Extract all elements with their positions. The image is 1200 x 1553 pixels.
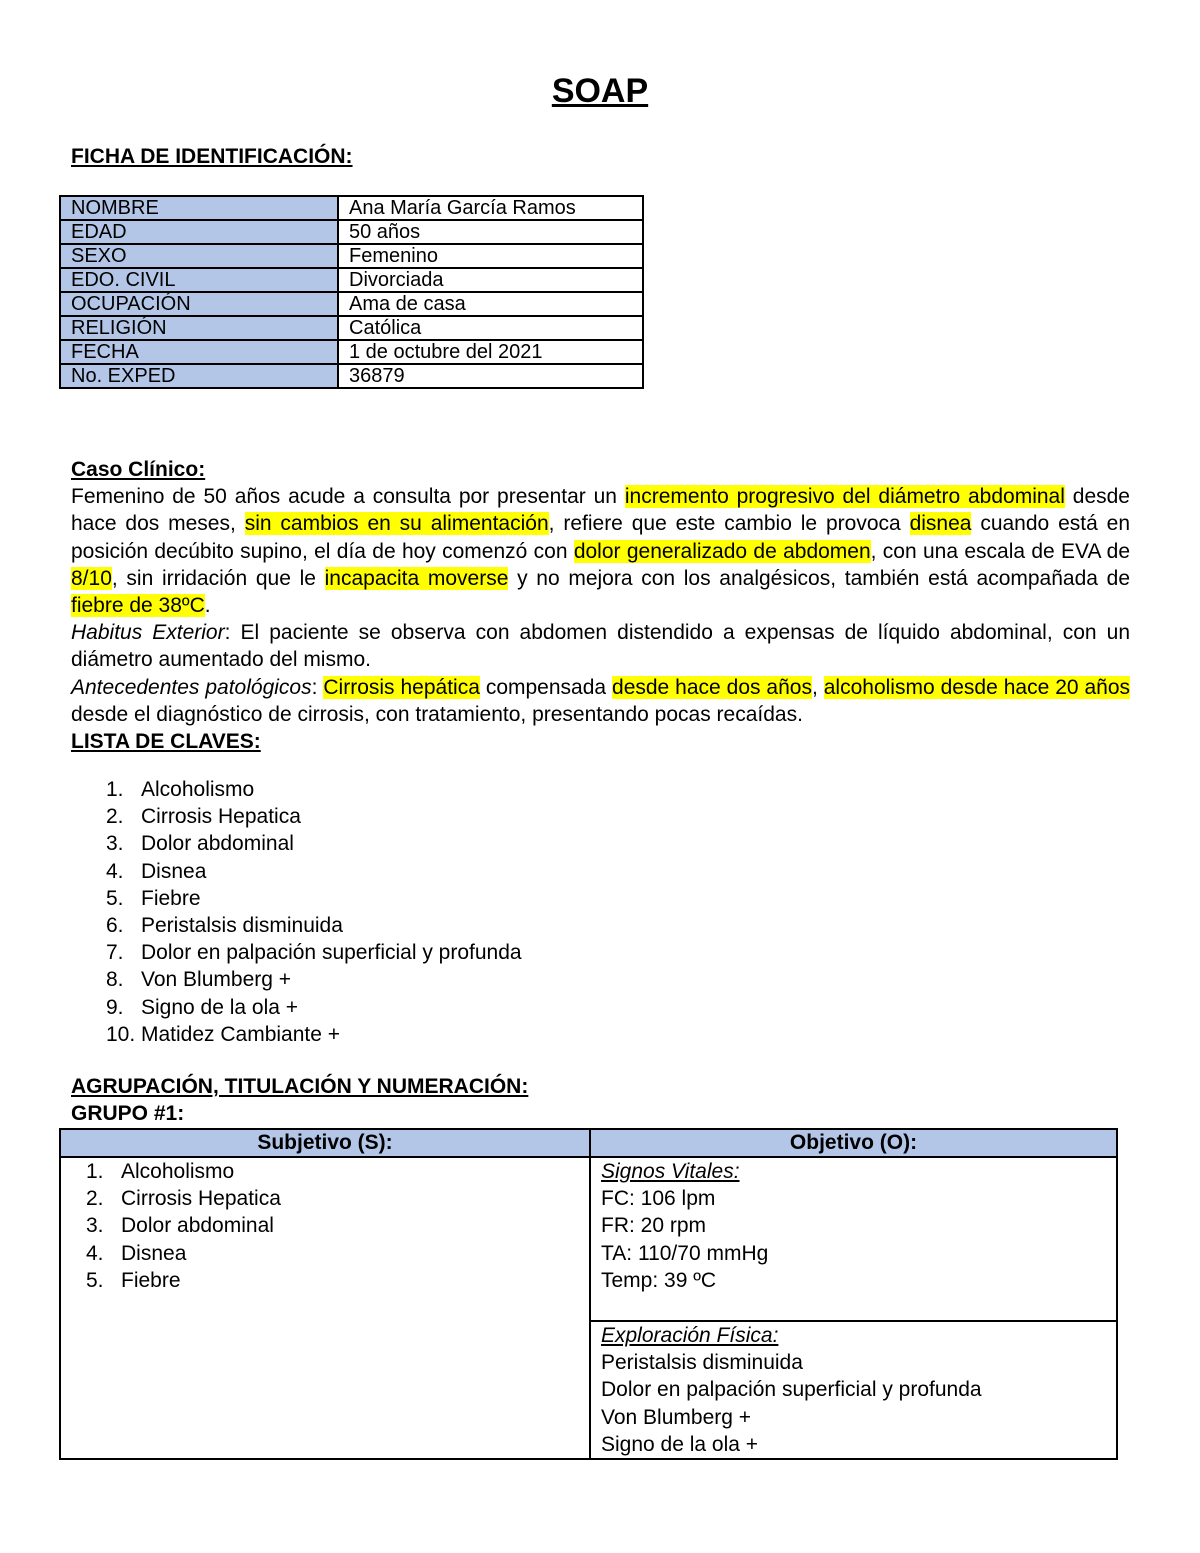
list-number: [71, 939, 141, 966]
vital-sign: FR: 20 rpm: [601, 1214, 707, 1238]
case-text: desde hace dos meses,: [71, 485, 1130, 536]
case-text: cuando está en posición decúbito supino, el día de hoy comenzó con: [71, 512, 1131, 563]
case-heading: Caso Clínico:: [71, 458, 206, 481]
exam-finding: Peristalsis disminuida: [601, 1351, 803, 1375]
list-number-text: 3.: [106, 832, 124, 856]
case-text: , con una escala de EVA de: [870, 539, 1130, 563]
list-number: [71, 994, 141, 1021]
list-item-text: Signo de la ola +: [141, 995, 299, 1019]
case-text: : El paciente se observa con abdomen distendido a expensas de líquido abdominal, con un diámetro aumentado del mismo.: [71, 621, 1130, 672]
highlighted-text: sin cambios en su alimentación: [244, 512, 549, 536]
highlighted-text: 8/10: [71, 566, 112, 590]
list-number: [61, 1185, 121, 1212]
list-number-text: 5.: [106, 886, 124, 910]
case-text: , sin irridación que le: [111, 566, 325, 590]
highlighted-text: Cirrosis hepática: [323, 675, 480, 699]
list-item: [61, 1158, 589, 1185]
exploracion-list: [601, 1349, 1116, 1458]
list-number-text: 10.: [106, 1022, 136, 1046]
case-paragraph-antecedentes: [71, 674, 1130, 728]
list-item: [71, 858, 522, 885]
case-text: Femenino de 50 años acude a consulta por presentar un: [71, 485, 625, 509]
list-number: [61, 1212, 121, 1239]
list-item-text: Alcoholismo: [141, 778, 255, 801]
list-item-text: Dolor en palpación superficial y profunda: [141, 941, 522, 965]
list-item: [71, 885, 522, 912]
list-number: [61, 1158, 121, 1185]
case-text: desde el diagnóstico de cirrosis, con tratamiento, presentando pocas recaídas.: [71, 702, 803, 726]
list-item-text: Dolor abdominal: [141, 832, 294, 856]
list-number: [71, 858, 141, 885]
list-item: [61, 1212, 589, 1239]
exploracion-cell: [590, 1321, 1117, 1459]
id-value: 1 de octubre del 2021: [338, 340, 643, 364]
id-row: [60, 316, 643, 340]
list-number: [71, 776, 141, 803]
vital-sign: FC: 106 lpm: [601, 1187, 716, 1211]
list-item: [71, 1021, 522, 1048]
identification-table: [59, 195, 644, 389]
list-item: [71, 912, 522, 939]
signos-list: [601, 1185, 1116, 1294]
list-number: [71, 803, 141, 830]
case-text: :: [311, 675, 324, 699]
case-text: y no mejora con los analgésicos, también está acompañada de: [508, 566, 1130, 590]
ficha-heading: FICHA DE IDENTIFICACIÓN:: [71, 145, 353, 168]
id-row: [60, 268, 643, 292]
list-number: [71, 830, 141, 857]
claves-heading: LISTA DE CLAVES:: [71, 730, 261, 753]
case-text: ,: [811, 675, 824, 699]
list-number-text: 8.: [106, 968, 124, 992]
exam-finding: Von Blumberg +: [601, 1405, 752, 1429]
list-number: [71, 912, 141, 939]
highlighted-text: incremento progresivo del diámetro abdominal: [624, 485, 1065, 509]
vital-sign: Temp: 39 ºC: [601, 1268, 717, 1292]
list-number-text: 6.: [106, 914, 124, 938]
grupo-label: GRUPO #1:: [71, 1102, 185, 1125]
list-item-text: Alcoholismo: [121, 1160, 235, 1183]
subjetivo-header: Subjetivo (S):: [60, 1129, 590, 1157]
highlighted-text: incapacita moverse: [324, 566, 509, 590]
id-value: 50 años: [338, 220, 643, 244]
list-item: [71, 994, 522, 1021]
id-label: RELIGIÓN: [60, 316, 338, 340]
id-value: Ama de casa: [338, 292, 643, 316]
list-item-text: Fiebre: [141, 886, 201, 910]
case-paragraph-habitus: [71, 619, 1130, 673]
list-item: [71, 830, 522, 857]
id-label: NOMBRE: [60, 196, 338, 220]
section-label: Habitus Exterior: [71, 621, 225, 645]
list-number: [71, 1021, 141, 1048]
list-number: [71, 966, 141, 993]
list-item: [71, 803, 522, 830]
list-item: [71, 776, 522, 803]
list-item-text: Fiebre: [121, 1268, 181, 1292]
exam-finding: Dolor en palpación superficial y profunda: [601, 1378, 982, 1402]
list-item-text: Cirrosis Hepatica: [121, 1187, 281, 1211]
claves-list: [71, 776, 522, 1048]
exam-finding: Signo de la ola +: [601, 1432, 759, 1456]
case-text: .: [204, 594, 211, 618]
list-item-text: Cirrosis Hepatica: [141, 805, 301, 829]
case-text: , refiere que este cambio le provoca: [548, 512, 910, 536]
list-number-text: 3.: [86, 1214, 104, 1238]
id-label: SEXO: [60, 244, 338, 268]
case-paragraph-1: [71, 483, 1130, 619]
list-item-text: Disnea: [121, 1241, 187, 1265]
id-label: EDO. CIVIL: [60, 268, 338, 292]
id-value: Femenino: [338, 244, 643, 268]
list-number-text: 1.: [106, 778, 124, 801]
list-item: [71, 939, 522, 966]
signos-cell: [590, 1157, 1117, 1321]
list-number-text: 2.: [86, 1187, 104, 1211]
soap-group-table: [59, 1128, 1118, 1460]
list-number: [71, 885, 141, 912]
subjetivo-cell: [60, 1157, 590, 1459]
id-row: [60, 340, 643, 364]
list-number: [61, 1267, 121, 1294]
id-value: Divorciada: [338, 268, 643, 292]
list-number-text: 4.: [106, 859, 124, 883]
agrupacion-heading: AGRUPACIÓN, TITULACIÓN Y NUMERACIÓN:: [71, 1075, 529, 1098]
list-item-text: Matidez Cambiante +: [141, 1022, 341, 1046]
highlighted-text: dolor generalizado de abdomen: [573, 539, 871, 563]
objetivo-header: Objetivo (O):: [590, 1129, 1117, 1157]
list-item-text: Dolor abdominal: [121, 1214, 274, 1238]
case-text: compensada: [479, 675, 613, 699]
id-row: [60, 292, 643, 316]
list-number-text: 1.: [86, 1160, 104, 1183]
id-row: [60, 220, 643, 244]
id-label: FECHA: [60, 340, 338, 364]
highlighted-text: desde hace dos años: [612, 675, 812, 699]
highlighted-text: alcoholismo desde hace 20 años: [823, 675, 1131, 699]
list-number-text: 5.: [86, 1268, 104, 1292]
highlighted-text: disnea: [909, 512, 972, 536]
list-number-text: 7.: [106, 941, 124, 965]
subjetivo-list: [61, 1158, 589, 1294]
list-item: [61, 1185, 589, 1212]
list-number-text: 9.: [106, 995, 124, 1019]
list-item: [61, 1267, 589, 1294]
vital-sign: TA: 110/70 mmHg: [601, 1241, 769, 1265]
id-row: [60, 196, 643, 220]
list-item-text: Disnea: [141, 859, 207, 883]
clinical-case: [71, 456, 1130, 728]
id-value: Ana María García Ramos: [338, 196, 643, 220]
signos-title: Signos Vitales:: [601, 1160, 740, 1183]
list-item-text: Von Blumberg +: [141, 968, 292, 992]
exploracion-title: Exploración Física:: [601, 1324, 779, 1347]
id-label: No. EXPED: [60, 364, 338, 388]
list-item: [71, 966, 522, 993]
list-item: [61, 1240, 589, 1267]
list-number: [61, 1240, 121, 1267]
id-row: [60, 244, 643, 268]
highlighted-text: fiebre de 38ºC: [71, 594, 205, 618]
id-value: 36879: [338, 364, 643, 388]
id-label: EDAD: [60, 220, 338, 244]
list-item-text: Peristalsis disminuida: [141, 914, 343, 938]
id-value: Católica: [338, 316, 643, 340]
list-number-text: 4.: [86, 1241, 104, 1265]
list-number-text: 2.: [106, 805, 124, 829]
id-label: OCUPACIÓN: [60, 292, 338, 316]
id-row: [60, 364, 643, 388]
document-title: SOAP: [551, 72, 649, 110]
section-label: Antecedentes patológicos: [71, 675, 312, 699]
